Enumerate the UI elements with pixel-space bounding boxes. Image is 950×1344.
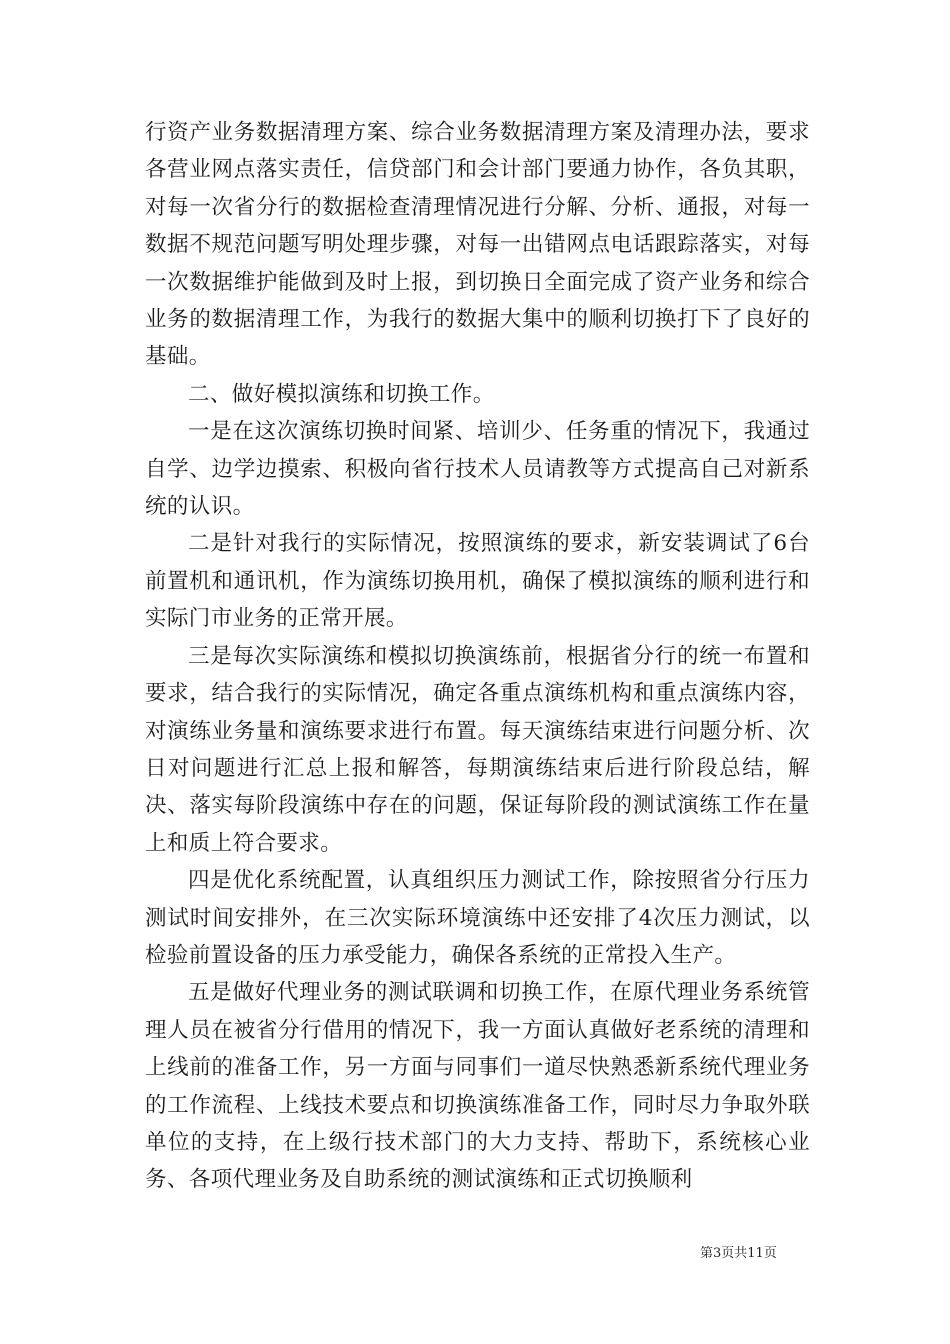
page-number-footer: 第3页共11页 [700, 1246, 777, 1261]
paragraph-item-2: 二是针对我行的实际情况，按照演练的要求，新安装调试了6台前置机和通讯机，作为演练切换用机，确保了模拟演练的顺利进行和实际门市业务的正常开展。 [145, 531, 810, 632]
section-heading: 二、做好模拟演练和切换工作。 [188, 381, 495, 407]
paragraph-item-5: 五是做好代理业务的测试联调和切换工作，在原代理业务系统管理人员在被省分行借用的情况下，我一方面认真做好老系统的清理和上线前的准备工作，另一方面与同事们一道尽快熟悉新系统代理业务的工作流程、上线技术要点和切换演练准备工作，同时尽力争取外联单位的支持，在上级行技术部门的大力支持、帮助下，系统核心业务、各项代理业务及自助系统的测试演练和正式切换顺利 [145, 980, 810, 1193]
document-body [145, 114, 810, 1199]
paragraph-item-1: 一是在这次演练切换时间紧、培训少、任务重的情况下，我通过自学、边学边摸索、积极向省行技术人员请教等方式提高自己对新系统的认识。 [145, 419, 810, 520]
paragraph-continuation: 行资产业务数据清理方案、综合业务数据清理方案及清理办法，要求各营业网点落实责任，信贷部门和会计部门要通力协作，各负其职，对每一次省分行的数据检查清理情况进行分解、分析、通报，对每一数据不规范问题写明处理步骤，对每一出错网点电话跟踪落实，对每一次数据维护能做到及时上报，到切换日全面完成了资产业务和综合业务的数据清理工作，为我行的数据大集中的顺利切换打下了良好的基础。 [145, 120, 810, 370]
paragraph-item-3: 三是每次实际演练和模拟切换演练前，根据省分行的统一布置和要求，结合我行的实际情况，确定各重点演练机构和重点演练内容，对演练业务量和演练要求进行布置。每天演练结束进行问题分析、次日对问题进行汇总上报和解答，每期演练结束后进行阶段总结，解决、落实每阶段演练中存在的问题，保证每阶段的测试演练工作在量上和质上符合要求。 [145, 643, 810, 856]
paragraph-item-4: 四是优化系统配置，认真组织压力测试工作，除按照省分行压力测试时间安排外，在三次实际环境演练中还安排了4次压力测试，以检验前置设备的压力承受能力，确保各系统的正常投入生产。 [145, 868, 810, 968]
